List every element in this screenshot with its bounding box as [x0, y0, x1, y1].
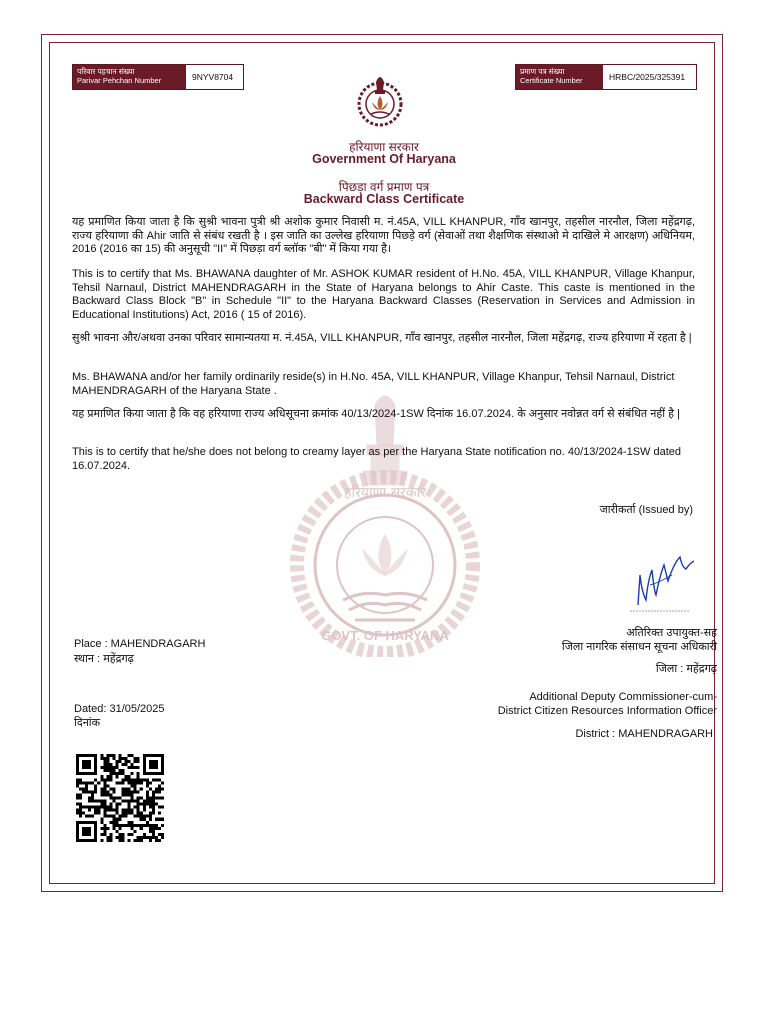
- officer-designation-en-line2: District Citizen Resources Information Officer: [497, 705, 717, 717]
- officer-designation-hi-line1: अतिरिक्त उपायुक्त-सह: [626, 627, 717, 639]
- family-id-label: [73, 65, 186, 89]
- certificate-title-en: Backward Class Certificate: [303, 192, 465, 206]
- district-en: District : MAHENDRAGARH: [575, 728, 713, 740]
- family-id-value: 9NYV8704: [186, 65, 239, 89]
- government-title-hi: हरियाणा सरकार: [349, 140, 419, 154]
- place-hi: स्थान : महेंद्रगढ़: [74, 653, 134, 665]
- certificate-number-label-hi: प्रमाण पत्र संख्या: [520, 67, 565, 76]
- seal-top-text: हरियाणा सरकार: [343, 485, 427, 501]
- family-id-label-hi: परिवार पहचान संख्या: [77, 67, 135, 76]
- dated-hi: दिनांक: [74, 717, 101, 729]
- creamy-layer-paragraph-en: This is to certify that he/she does not belong to creamy layer as per the Haryana State notification no. 40/13/2024-1SW dated 16.07.2024.: [72, 446, 682, 472]
- district-hi: जिला : महेंद्रगढ़: [655, 663, 717, 675]
- qr-code: [74, 754, 166, 842]
- officer-designation-en-line1: Additional Deputy Commissioner-cum-: [529, 691, 717, 703]
- residence-paragraph-en: Ms. BHAWANA and/or her family ordinarily reside(s) in H.No. 45A, VILL KHANPUR, Village Khanpur, Tehsil Narnaul, District MAHENDRAGARH of the Haryana State .: [72, 371, 675, 397]
- certificate-number-label: [516, 65, 603, 89]
- residence-paragraph-hi: सुश्री भावना और/अथवा उनका परिवार सामान्यतया म. नं.45A, VILL KHANPUR, गाँव खानपुर, तहसील नारनौल, जिला महेंद्रगढ़, राज्य हरियाणा में रहता है |: [72, 332, 692, 344]
- government-title-en: Government Of Haryana: [312, 152, 456, 166]
- seal-bottom-text: GOVT. OF HARYANA: [321, 628, 449, 643]
- place-en: Place : MAHENDRAGARH: [74, 638, 206, 650]
- haryana-seal-watermark: [283, 385, 488, 657]
- issued-by-label: जारीकर्ता (Issued by): [599, 504, 693, 516]
- certificate-number-label-en: Certificate Number: [520, 76, 583, 85]
- creamy-layer-paragraph-hi: यह प्रमाणित किया जाता है कि वह हरियाणा राज्य अधिसूचना क्रमांक 40/13/2024-1SW दिनांक 16.07.2024. के अनुसार नवोन्नत वर्ग से संबंधित नहीं है |: [72, 408, 680, 420]
- certificate-number-value: HRBC/2025/325391: [603, 65, 691, 89]
- certificate-title-hi: पिछड़ा वर्ग प्रमाण पत्र: [338, 180, 430, 194]
- officer-signature: [628, 545, 700, 613]
- dated-en: Dated: 31/05/2025: [74, 703, 165, 715]
- family-id-box: [72, 64, 244, 90]
- certification-paragraph-hi: यह प्रमाणित किया जाता है कि सुश्री भावना पुत्री श्री अशोक कुमार निवासी म. नं.45A, VILL KHANPUR, गाँव खानपुर, तहसील नारनौल, जिला महेंद्रगढ़, राज्य हरियाणा की Ahir जाति से संबंध रखती है । इस जाति का उल्लेख हरियाणा पिछड़े वर्ग (सेवाओं तथा शैक्षणिक संस्थाओ मे दाखिले मे आरक्षण) अधिनियम, 2016 (2016 का 15) की अनुसूची "II" में पिछड़ा वर्ग ब्लॉक "बी" में किया गया है।: [72, 216, 695, 255]
- certification-paragraph-en: This is to certify that Ms. BHAWANA daughter of Mr. ASHOK KUMAR resident of H.No. 45A, VILL KHANPUR, Village Khanpur, Tehsil Narnaul, District MAHENDRAGARH in the State of Haryana belongs to Ahir Caste. This caste is mentioned in the Backward Class Block "B" in Schedule "II" to the Haryana Backward Classes (Reservation in Services and Admission in Educational Institutions) Act, 2016 ( 15 of 2016).: [72, 268, 695, 321]
- haryana-emblem-icon: [356, 72, 404, 130]
- officer-designation-hi-line2: जिला नागरिक संसाधन सूचना अधिकारी: [561, 641, 717, 653]
- family-id-label-en: Parivar Pehchan Number: [77, 76, 162, 85]
- certificate-number-box: [515, 64, 697, 90]
